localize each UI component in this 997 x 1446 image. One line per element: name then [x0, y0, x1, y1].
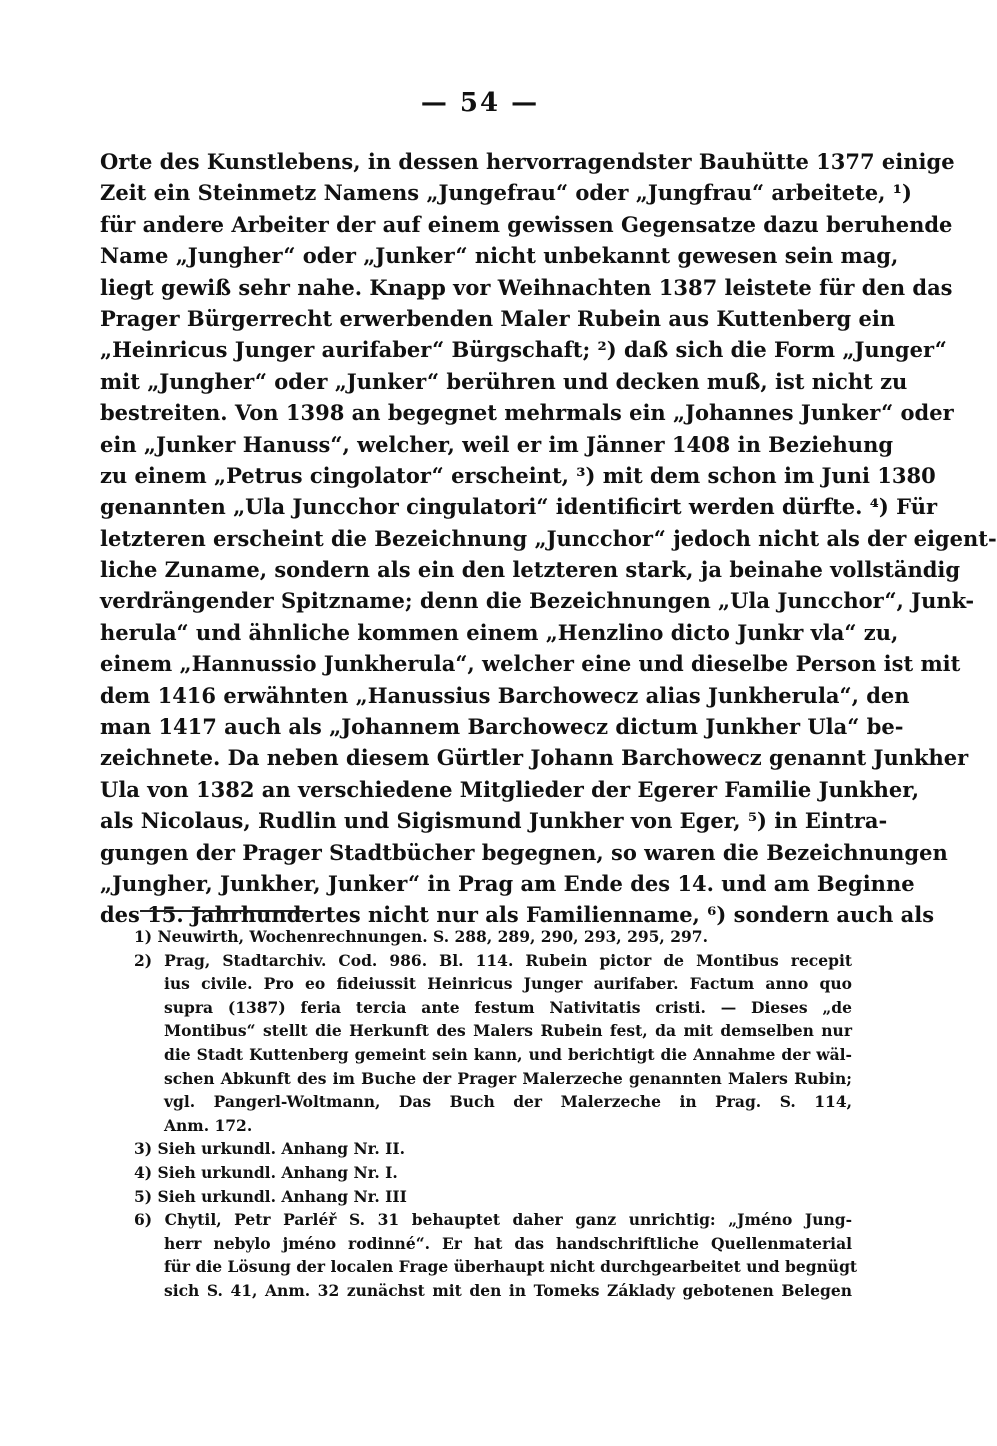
body-line: Orte des Kunstlebens, in dessen hervorragendster Bauhütte 1377 einige [100, 149, 955, 174]
body-line: „Jungher, Junkher, Junker“ in Prag am Ende des 14. und am Beginne [100, 870, 915, 896]
footnote-line: für die Lösung der localen Frage überhaupt nicht durchgearbeitet und begnügt [164, 1257, 858, 1277]
footnote-line: herr nebylo jméno rodinné“. Er hat das handschriftliche Quellenmaterial [164, 1233, 852, 1253]
body-line: als Nicolaus, Rudlin und Sigismund Junkher von Eger, ⁵) in Eintra- [100, 808, 888, 834]
footnote-line: 4) Sieh urkundl. Anhang Nr. I. [134, 1162, 398, 1182]
footnotes [134, 925, 858, 1303]
footnote-line: sich S. 41, Anm. 32 zunächst mit den in Tomeks Základy gebotenen Belegen [164, 1280, 852, 1300]
footnote-line: die Stadt Kuttenberg gemeint sein kann, und berichtigt die Annahme der wäl- [164, 1044, 852, 1064]
body-line: liche Zuname, sondern als ein den letzteren stark, ja beinahe vollständig [100, 557, 961, 583]
body-line: letzteren erscheint die Bezeichnung „Juncchor“ jedoch nicht als der eigent- [100, 525, 997, 551]
body-line: ein „Junker Hanuss“, welcher, weil er im Jänner 1408 in Beziehung [100, 431, 894, 457]
body-line: dem 1416 erwähnten „Hanussius Barchowecz alias Junkherula“, den [100, 682, 910, 708]
footnote-line: schen Abkunft des im Buche der Prager Malerzeche genannten Malers Rubin; [164, 1068, 852, 1088]
footnote-line: ius civile. Pro eo fideiussit Heinricus Junger aurifaber. Factum anno quo [164, 974, 852, 994]
footnote-line: 1) Neuwirth, Wochenrechnungen. S. 288, 289, 290, 293, 295, 297. [134, 927, 708, 946]
body-line: Ula von 1382 an verschiedene Mitglieder der Egerer Familie Junkher, [100, 776, 920, 802]
body-line: liegt gewiß sehr nahe. Knapp vor Weihnachten 1387 leistete für den das [100, 274, 953, 300]
footnote-line: supra (1387) feria tercia ante festum Nativitatis cristi. — Dieses „de [164, 997, 852, 1017]
body-line: Zeit ein Steinmetz Namens „Jungefrau“ oder „Jungfrau“ arbeitete, ¹) [100, 180, 912, 206]
body-line: herula“ und ähnliche kommen einem „Henzlino dicto Junkr vla“ zu, [100, 619, 899, 645]
body-line: des 15. Jahrhundertes nicht nur als Familienname, ⁶) sondern auch als [100, 902, 935, 928]
body-line: Name „Jungher“ oder „Junker“ nicht unbekannt gewesen sein mag, [100, 243, 899, 269]
body-line: Prager Bürgerrecht erwerbenden Maler Rubein aus Kuttenberg ein [100, 305, 896, 331]
body-text [100, 146, 997, 931]
footnote-divider [140, 910, 308, 912]
body-line: einem „Hannussio Junkherula“, welcher eine und dieselbe Person ist mit [100, 651, 961, 677]
footnote-line: Anm. 172. [164, 1115, 253, 1135]
body-line: bestreiten. Von 1398 an begegnet mehrmals ein „Johannes Junker“ oder [100, 400, 954, 426]
body-line: zeichnete. Da neben diesem Gürtler Johann Barchowecz genannt Junkher [100, 745, 969, 771]
body-line: für andere Arbeiter der auf einem gewissen Gegensatze dazu beruhende [100, 211, 953, 237]
body-line: „Heinricus Junger aurifaber“ Bürgschaft; ²) daß sich die Form „Junger“ [100, 337, 947, 363]
footnote-line: vgl. Pangerl-Woltmann, Das Buch der Malerzeche in Prag. S. 114, [164, 1092, 852, 1112]
body-line: genannten „Ula Juncchor cingulatori“ identificirt werden dürfte. ⁴) Für [100, 494, 938, 520]
page-number: — 54 — [420, 88, 540, 118]
body-line: verdrängender Spitzname; denn die Bezeichnungen „Ula Juncchor“, Junk- [100, 588, 975, 614]
footnote-line: Montibus“ stellt die Herkunft des Malers Rubein fest, da mit demselben nur [164, 1021, 852, 1041]
footnote-line: 6) Chytil, Petr Parléř S. 31 behauptet daher ganz unrichtig: „Jméno Jung- [134, 1210, 852, 1230]
body-line: mit „Jungher“ oder „Junker“ berühren und decken muß, ist nicht zu [100, 368, 908, 394]
body-line: man 1417 auch als „Johannem Barchowecz dictum Junkher Ula“ be- [100, 714, 904, 740]
footnote-line: 3) Sieh urkundl. Anhang Nr. II. [134, 1139, 406, 1159]
footnote-line: 5) Sieh urkundl. Anhang Nr. III [134, 1186, 407, 1206]
footnote-line: 2) Prag, Stadtarchiv. Cod. 986. Bl. 114. Rubein pictor de Montibus recepit [134, 950, 852, 970]
body-line: gungen der Prager Stadtbücher begegnen, so waren die Bezeichnungen [100, 839, 948, 865]
body-line: zu einem „Petrus cingolator“ erscheint, ³) mit dem schon im Juni 1380 [100, 462, 936, 488]
